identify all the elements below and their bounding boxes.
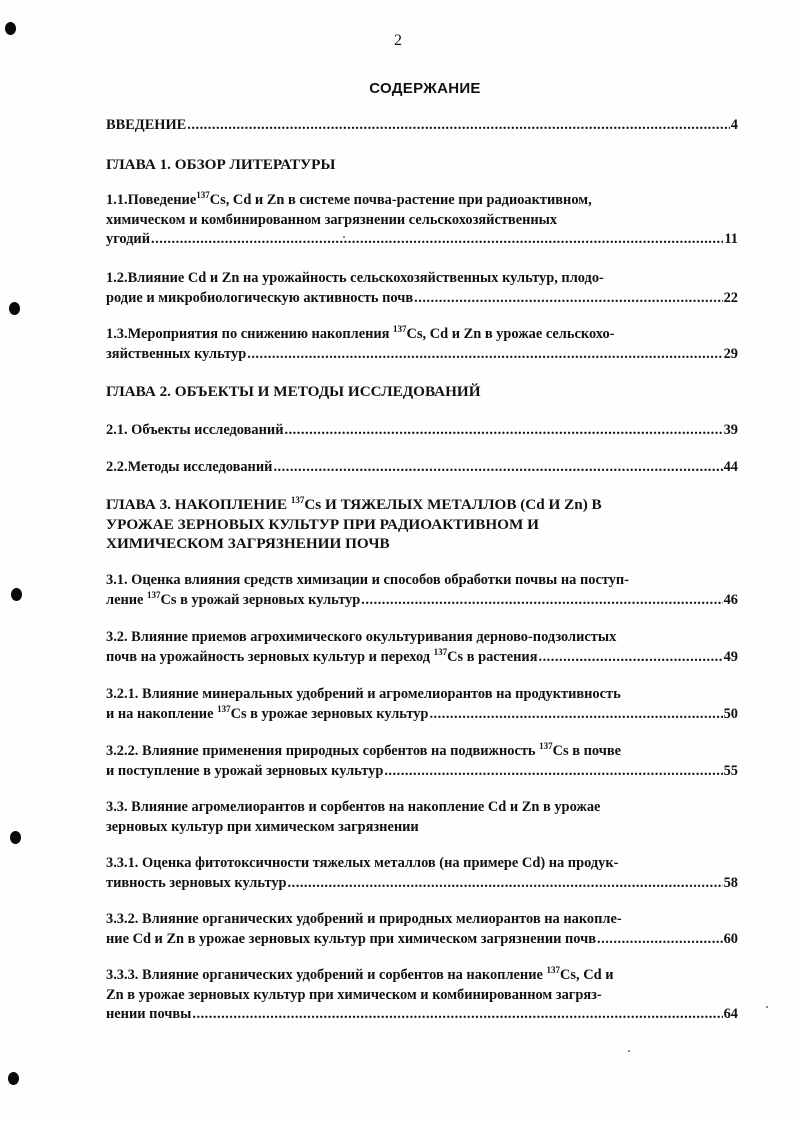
toc-chapter-1[interactable] xyxy=(106,155,738,175)
toc-page-number: 29 xyxy=(723,345,738,362)
toc-entry-leader-row xyxy=(106,289,738,309)
toc-entry-1-1[interactable] xyxy=(106,191,738,250)
punch-hole xyxy=(10,831,21,844)
toc-entry-1-2[interactable] xyxy=(106,269,738,308)
toc-entry-leader-row xyxy=(106,762,738,782)
punch-hole xyxy=(8,1072,19,1085)
toc-entry-text-line: 2.2.Методы исследований xyxy=(106,459,273,475)
toc-entry-text-line: 3.2.1. Влияние минеральных удобрений и агромелиорантов на продуктивность xyxy=(106,686,621,702)
toc-entry-3-3-1[interactable] xyxy=(106,854,738,893)
toc-page-number: 22 xyxy=(723,289,738,306)
toc-entry-text-line: 1.3.Мероприятия по снижению накопления $^{137}$Cs, Cd и Zn в урожае сельскохо- xyxy=(106,324,615,342)
toc-entry-text-line: УРОЖАЕ ЗЕРНОВЫХ КУЛЬТУР ПРИ РАДИОАКТИВНОМ И xyxy=(106,515,539,533)
toc-entry-text-line: нении почвы xyxy=(106,1006,192,1022)
toc-page-number: 44 xyxy=(723,459,738,475)
toc-entry-3-2-2[interactable] xyxy=(106,742,738,781)
toc-entry-text-line: угодий xyxy=(106,231,151,247)
toc-entry-text-line: 3.1. Оценка влияния средств химизации и способов обработки почвы на поступ- xyxy=(106,572,629,588)
dot-leader xyxy=(284,421,722,441)
isotope-superscript: 137 xyxy=(546,965,561,975)
toc-entry-text-line: ГЛАВА 2. ОБЪЕКТЫ И МЕТОДЫ ИССЛЕДОВАНИЙ xyxy=(106,383,481,400)
toc-page-number: 64 xyxy=(723,1006,738,1022)
toc-page-number: 11 xyxy=(724,231,738,247)
dot-leader xyxy=(192,1005,722,1025)
dot-leader xyxy=(151,230,723,250)
toc-page-number: 39 xyxy=(723,422,738,438)
toc-entry-3-3-2[interactable] xyxy=(106,910,738,949)
dot-leader xyxy=(361,591,722,611)
dot-leader xyxy=(247,345,722,365)
toc-entry-text-line: родие и микробиологическую активность почв xyxy=(106,289,414,306)
toc-entry-text-line: ние Cd и Zn в урожае зерновых культур при химическом загрязнении почв xyxy=(106,930,596,947)
toc-entry-leader-row xyxy=(106,230,738,250)
dot-leader xyxy=(384,762,722,782)
toc-entry-leader-row xyxy=(106,648,738,668)
toc-entry-leader-row xyxy=(106,421,738,441)
toc-entry-text-line: 3.2. Влияние приемов агрохимического окультуривания дерново-подзолистых xyxy=(106,629,617,645)
scan-speck xyxy=(766,1006,768,1008)
dot-leader xyxy=(273,458,722,478)
toc-entry-text-line: 1.2.Влияние Cd и Zn на урожайность сельскохозяйственных культур, плодо- xyxy=(106,270,604,286)
toc-page-number: 58 xyxy=(723,874,738,891)
toc-entry-text-line: и на накопление $^{137}$Cs в урожае зерновых культур xyxy=(106,703,429,722)
toc-entry-1-3[interactable] xyxy=(106,325,738,364)
toc-entry-leader-row xyxy=(106,1005,738,1025)
toc-entry-text-line: ХИМИЧЕСКОМ ЗАГРЯЗНЕНИИ ПОЧВ xyxy=(106,535,390,552)
toc-entry-3-2[interactable] xyxy=(106,628,738,667)
toc-entry-text-line: 3.3.3. Влияние органических удобрений и сорбентов на накопление $^{137}$Cs, Cd и xyxy=(106,965,614,983)
toc-entry-leader-row xyxy=(106,874,738,894)
punch-hole xyxy=(11,588,22,601)
toc-page-number: 46 xyxy=(723,591,738,608)
dot-leader xyxy=(288,874,723,894)
toc-entry-3-1[interactable] xyxy=(106,571,738,610)
toc-chapter-2[interactable] xyxy=(106,382,738,402)
toc-entry-2-1[interactable] xyxy=(106,421,738,441)
toc-entry-text-line: зерновых культур при химическом загрязнении xyxy=(106,818,419,835)
toc-entry-text-line: 3.3.2. Влияние органических удобрений и природных мелиорантов на накопле- xyxy=(106,911,622,927)
toc-title: СОДЕРЖАНИЕ xyxy=(369,80,481,97)
toc-entry-3-3-3[interactable] xyxy=(106,966,738,1025)
toc-entry-text-line: ГЛАВА 1. ОБЗОР ЛИТЕРАТУРЫ xyxy=(106,156,336,173)
toc-entry-text-line: Zn в урожае зерновых культур при химическом и комбинированном загряз- xyxy=(106,986,602,1003)
toc-entry-leader-row xyxy=(106,705,738,725)
toc-entry-text-line: ГЛАВА 3. НАКОПЛЕНИЕ $^{137}$Cs И ТЯЖЕЛЫХ МЕТАЛЛОВ (Cd И Zn) В xyxy=(106,495,602,513)
isotope-superscript: 137 xyxy=(147,589,161,600)
dot-leader xyxy=(597,930,723,950)
punch-hole xyxy=(9,302,20,315)
toc-entry-text-line: ление $^{137}$Cs в урожай зерновых культур xyxy=(106,589,361,608)
toc-entry-text-line: 3.3. Влияние агромелиорантов и сорбентов на накопление Cd и Zn в урожае xyxy=(106,799,601,815)
toc-entry-leader-row xyxy=(106,591,738,611)
toc-entry-text-line: 3.3.1. Оценка фитотоксичности тяжелых металлов (на примере Cd) на продук- xyxy=(106,855,619,871)
toc-entry-introduction[interactable] xyxy=(106,116,738,136)
toc-page-number: 50 xyxy=(723,705,738,722)
toc-entry-2-2[interactable] xyxy=(106,458,738,478)
toc-entry-text-line: зяйственных культур xyxy=(106,345,247,362)
dot-leader xyxy=(187,116,730,136)
isotope-superscript: 137 xyxy=(196,190,210,200)
toc-page-number: 49 xyxy=(723,648,738,665)
isotope-superscript: 137 xyxy=(433,646,448,657)
isotope-superscript: 137 xyxy=(539,741,553,751)
isotope-superscript: 137 xyxy=(393,324,407,334)
toc-entry-leader-row xyxy=(106,116,738,136)
dot-leader xyxy=(538,648,722,668)
toc-chapter-3[interactable] xyxy=(106,495,738,554)
toc-entry-3-2-1[interactable] xyxy=(106,685,738,724)
toc-entry-leader-row xyxy=(106,930,738,950)
toc-entry-text-line: ВВЕДЕНИЕ xyxy=(106,117,187,133)
toc-entry-text-line: тивность зерновых культур xyxy=(106,874,287,891)
toc-entry-text-line: почв на урожайность зерновых культур и переход $^{137}$Cs в растения xyxy=(106,646,538,665)
toc-entry-leader-row xyxy=(106,458,738,478)
toc-entry-leader-row xyxy=(106,345,738,365)
scan-speck xyxy=(628,1050,630,1052)
toc-entry-3-3[interactable] xyxy=(106,798,738,837)
page-number: 2 xyxy=(394,32,402,49)
toc-page-number: 60 xyxy=(723,930,738,947)
toc-entry-text-line: и поступление в урожай зерновых культур xyxy=(106,762,384,779)
toc-entry-text-line: 1.1.Поведение$^{137}$Cs, Cd и Zn в системе почва-растение при радиоактивном, xyxy=(106,190,592,208)
dot-leader xyxy=(414,289,722,309)
toc-entry-text-line: химическом и комбинированном загрязнении сельскохозяйственных xyxy=(106,211,558,228)
isotope-superscript: 137 xyxy=(290,495,305,505)
dot-leader xyxy=(429,705,722,725)
toc-entry-text-line: 2.1. Объекты исследований xyxy=(106,422,284,438)
isotope-superscript: 137 xyxy=(217,703,231,714)
toc-page-number: 55 xyxy=(723,762,738,779)
toc-page-number: 4 xyxy=(730,117,738,133)
toc-entry-text-line: 3.2.2. Влияние применения природных сорбентов на подвижность $^{137}$Cs в почве xyxy=(106,741,621,759)
